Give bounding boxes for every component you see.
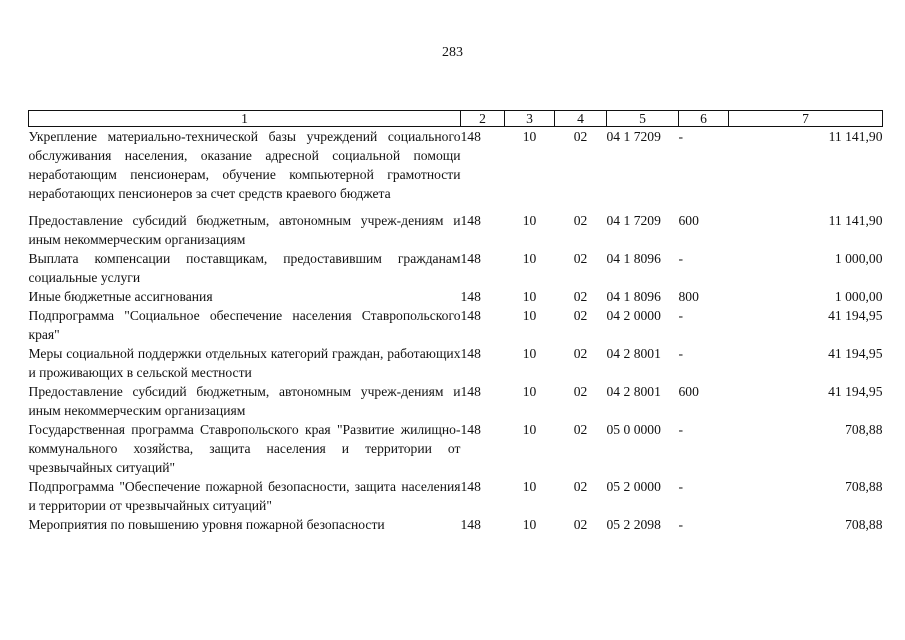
row-subsection-code: 02	[573, 308, 588, 323]
table-row	[29, 249, 883, 287]
row-ministry-code: 148	[460, 251, 481, 266]
row-amount: 708,88	[845, 479, 883, 494]
header-col-3: 3	[505, 111, 555, 127]
row-section-code: 10	[522, 346, 537, 361]
row-target-article: 04 2 8001	[606, 384, 661, 399]
row-subsection-code: 02	[573, 213, 588, 228]
row-target-article: 05 2 0000	[606, 479, 661, 494]
table-row	[29, 515, 883, 534]
row-subsection-code: 02	[573, 251, 588, 266]
row-target-article: 05 0 0000	[606, 422, 661, 437]
row-name: Меры социальной поддержки отдельных категорий граждан, работающих и проживающих в сельской местности	[28, 346, 461, 380]
row-section-code: 10	[522, 308, 537, 323]
row-amount: 708,88	[845, 517, 883, 532]
row-name: Иные бюджетные ассигнования	[28, 289, 213, 304]
row-section-code: 10	[522, 129, 537, 144]
budget-table	[28, 110, 883, 534]
row-expense-type: -	[678, 251, 684, 266]
row-subsection-code: 02	[573, 479, 588, 494]
row-expense-type: 600	[678, 213, 699, 228]
row-section-code: 10	[522, 479, 537, 494]
row-amount: 708,88	[845, 422, 883, 437]
header-col-6: 6	[679, 111, 729, 127]
row-subsection-code: 02	[573, 346, 588, 361]
header-col-7: 7	[729, 111, 883, 127]
row-expense-type: 600	[678, 384, 699, 399]
row-name: Подпрограмма "Социальное обеспечение населения Ставропольского края"	[28, 308, 461, 342]
row-ministry-code: 148	[460, 384, 481, 399]
row-expense-type: -	[678, 346, 684, 361]
row-name: Выплата компенсации поставщикам, предоставившим гражданам социальные услуги	[28, 251, 461, 285]
row-section-code: 10	[522, 517, 537, 532]
table-row	[29, 127, 883, 204]
row-amount: 11 141,90	[828, 129, 883, 144]
row-name: Государственная программа Ставропольского края "Развитие жилищно-коммунального хозяйства, защита населения и территории от чрезвычайных ситуаций"	[28, 422, 461, 475]
row-ministry-code: 148	[460, 517, 481, 532]
table-row	[29, 344, 883, 382]
row-expense-type: -	[678, 422, 684, 437]
row-amount: 41 194,95	[828, 308, 883, 323]
row-subsection-code: 02	[573, 517, 588, 532]
table-row	[29, 477, 883, 515]
table-row	[29, 420, 883, 477]
table-row	[29, 287, 883, 306]
header-col-1: 1	[29, 111, 461, 127]
row-name: Предоставление субсидий бюджетным, автономным учреж-дениям и иным некоммерческим организациям	[28, 384, 461, 418]
row-amount: 41 194,95	[828, 384, 883, 399]
row-section-code: 10	[522, 213, 537, 228]
row-target-article: 04 1 7209	[606, 129, 661, 144]
row-target-article: 04 1 7209	[606, 213, 661, 228]
row-expense-type: -	[678, 129, 684, 144]
row-ministry-code: 148	[460, 289, 481, 304]
row-target-article: 04 1 8096	[606, 251, 661, 266]
row-target-article: 04 2 0000	[606, 308, 661, 323]
row-amount: 11 141,90	[828, 213, 883, 228]
row-expense-type: -	[678, 479, 684, 494]
row-ministry-code: 148	[460, 479, 481, 494]
row-target-article: 05 2 2098	[606, 517, 661, 532]
row-section-code: 10	[522, 384, 537, 399]
row-ministry-code: 148	[460, 308, 481, 323]
row-ministry-code: 148	[460, 129, 481, 144]
row-name: Мероприятия по повышению уровня пожарной безопасности	[28, 517, 385, 532]
header-col-4: 4	[555, 111, 607, 127]
header-row	[29, 111, 883, 127]
row-ministry-code: 148	[460, 422, 481, 437]
row-section-code: 10	[522, 289, 537, 304]
row-section-code: 10	[522, 251, 537, 266]
row-subsection-code: 02	[573, 289, 588, 304]
row-name: Предоставление субсидий бюджетным, автономным учреж-дениям и иным некоммерческим организациям	[28, 213, 461, 247]
row-expense-type: -	[678, 517, 684, 532]
row-name: Подпрограмма "Обеспечение пожарной безопасности, защита населения и территории от чрезвычайных ситуаций"	[28, 479, 461, 513]
row-amount: 1 000,00	[834, 251, 883, 266]
row-expense-type: 800	[678, 289, 699, 304]
page-number: 283	[442, 45, 463, 60]
row-ministry-code: 148	[460, 213, 481, 228]
row-expense-type: -	[678, 308, 684, 323]
row-target-article: 04 2 8001	[606, 346, 661, 361]
row-subsection-code: 02	[573, 384, 588, 399]
header-col-2: 2	[461, 111, 505, 127]
header-col-5: 5	[607, 111, 679, 127]
table-row	[29, 306, 883, 344]
row-amount: 41 194,95	[828, 346, 883, 361]
row-amount: 1 000,00	[834, 289, 883, 304]
row-subsection-code: 02	[573, 422, 588, 437]
row-section-code: 10	[522, 422, 537, 437]
table-row	[29, 382, 883, 420]
table-row	[29, 203, 883, 249]
row-target-article: 04 1 8096	[606, 289, 661, 304]
row-subsection-code: 02	[573, 129, 588, 144]
row-name: Укрепление материально-технической базы учреждений социального обслуживания населения, оказание адресной социальной помощи неработающим пенсионерам, обучение компьютерной грамотности неработающих пенсионеров за счет средств краевого бюджета	[28, 129, 461, 201]
row-ministry-code: 148	[460, 346, 481, 361]
